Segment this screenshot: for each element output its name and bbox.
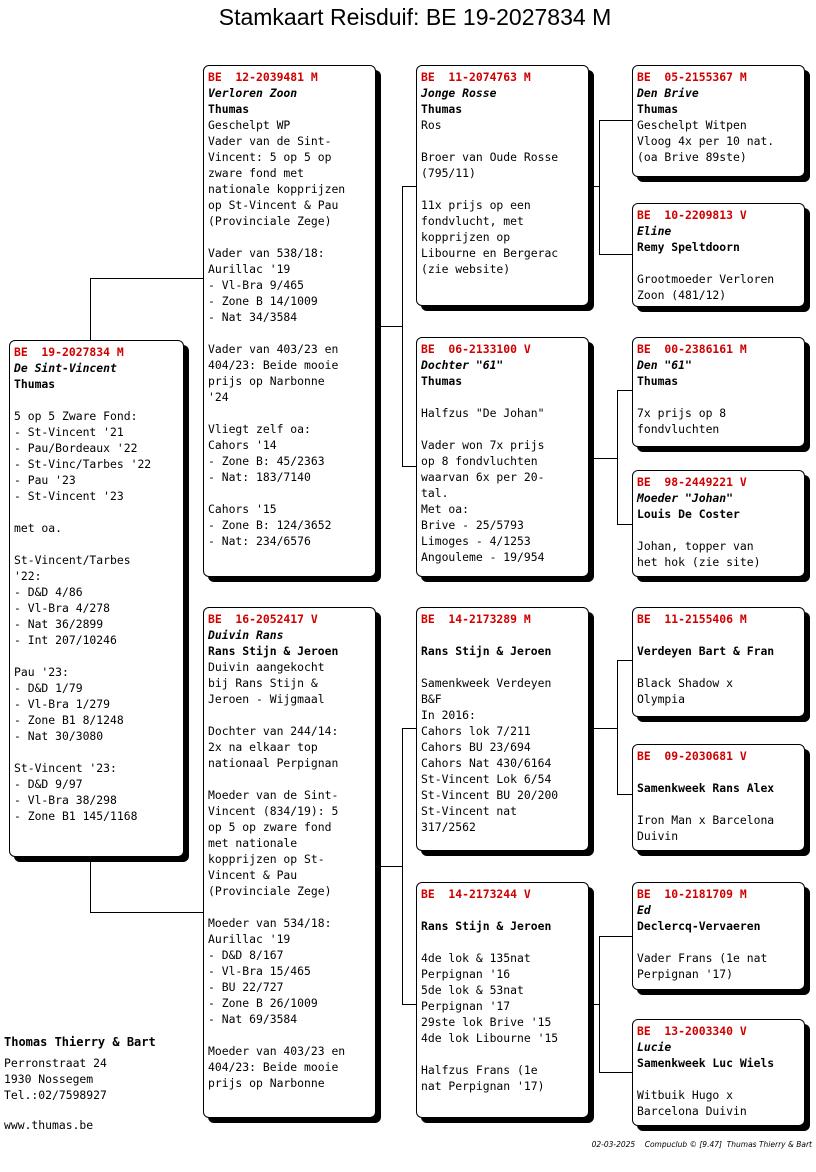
breeder-website[interactable]: www.thumas.be [4, 1118, 94, 1132]
pigeon-owner: Thumas [421, 102, 463, 116]
ring-number: BE 11-2155406 M [637, 612, 747, 626]
pigeon-card-mmf [632, 882, 805, 990]
pigeon-owner: Verdeyen Bart & Fran [637, 644, 775, 658]
connector-line [617, 390, 618, 524]
connector-line [402, 1004, 416, 1005]
pigeon-owner: Thumas [14, 377, 56, 391]
connector-line [599, 120, 600, 254]
pigeon-name: Den "61" [637, 358, 692, 372]
connector-line [617, 660, 632, 661]
pigeon-owner: Declercq-Vervaeren [637, 919, 761, 933]
pigeon-owner: Remy Speltdoorn [637, 240, 740, 254]
connector-line [599, 120, 632, 121]
pigeon-card-fm [416, 337, 589, 577]
pigeon-name [637, 764, 800, 780]
connector-line [402, 728, 403, 1004]
breeder-street: Perronstraat 24 [4, 1056, 107, 1070]
pigeon-description: Iron Man x Barcelona Duivin [637, 813, 775, 843]
pigeon-owner: Thumas [637, 102, 679, 116]
ring-number: BE 05-2155367 M [637, 70, 747, 84]
connector-line [617, 390, 632, 391]
connector-line [90, 278, 203, 279]
pigeon-owner: Thumas [208, 102, 250, 116]
breeder-phone: Tel.:02/7598927 [4, 1088, 107, 1102]
pigeon-description: 7x prijs op 8 fondvluchten [637, 406, 727, 436]
connector-line [402, 186, 416, 187]
pigeon-name: Den Brive [637, 86, 699, 100]
ring-number: BE 19-2027834 M [14, 345, 124, 359]
breeder-name: Thomas Thierry & Bart [4, 1035, 156, 1049]
pigeon-card-fmf [632, 337, 805, 447]
pigeon-card-ffm [632, 203, 805, 307]
ring-number: BE 11-2074763 M [421, 70, 531, 84]
pigeon-description: Ros Broer van Oude Rosse (795/11) 11x prijs op een fondvlucht, met kopprijzen op Libourne en Bergerac (zie website) [421, 118, 559, 276]
pigeon-card-mf [416, 607, 589, 851]
pigeon-owner: Rans Stijn & Jeroen [421, 644, 552, 658]
ring-number: BE 06-2133100 V [421, 342, 531, 356]
pigeon-description: Vader Frans (1e nat Perpignan '17) [637, 951, 768, 981]
connector-line [599, 1072, 632, 1073]
pigeon-owner: Thumas [637, 374, 679, 388]
ring-number: BE 14-2173244 V [421, 887, 531, 901]
ring-number: BE 00-2386161 M [637, 342, 747, 356]
ring-number: BE 13-2003340 V [637, 1024, 747, 1038]
ring-number: BE 12-2039481 M [208, 70, 318, 84]
pigeon-description: 4de lok & 135nat Perpignan '16 5de lok & 53nat Perpignan '17 29ste lok Brive '15 4de lok Libourne '15 Halfzus Frans (1e nat Perpignan '17) [421, 951, 559, 1093]
connector-line [402, 728, 416, 729]
ring-number: BE 98-2449221 V [637, 475, 747, 489]
pigeon-name: Moeder "Johan" [637, 491, 734, 505]
pigeon-card-mfm [632, 744, 805, 851]
page-title: Stamkaart Reisduif: BE 19-2027834 M [218, 4, 612, 30]
connector-line [599, 936, 632, 937]
pigeon-card-ff [416, 65, 589, 306]
pigeon-card-father [203, 65, 376, 577]
connector-line [90, 857, 91, 912]
connector-line [589, 1004, 599, 1005]
pigeon-card-fff [632, 65, 805, 177]
pigeon-description: Witbuik Hugo x Barcelona Duivin [637, 1088, 747, 1118]
footer-credit: 02-03-2025 Compuclub © [9.47] Thumas Thierry & Bart [591, 1140, 812, 1149]
pigeon-name: Jonge Rosse [421, 86, 497, 100]
pigeon-name: Dochter "61" [421, 358, 504, 372]
pigeon-name: De Sint-Vincent [14, 361, 117, 375]
pigeon-description: Halfzus "De Johan" Vader won 7x prijs op 8 fondvluchten waarvan 6x per 20- tal. Met oa: Brive - 25/5793 Limoges - 4/1253 Angouleme - 19/954 [421, 406, 545, 564]
pigeon-name: Lucie [637, 1040, 672, 1054]
pigeon-card-fmm [632, 470, 805, 577]
pigeon-name: Verloren Zoon [208, 86, 298, 100]
ring-number: BE 14-2173289 M [421, 612, 531, 626]
connector-line [617, 524, 632, 525]
pigeon-name: Eline [637, 224, 672, 238]
connector-line [589, 728, 617, 729]
connector-line [617, 794, 632, 795]
pigeon-card-mff [632, 607, 805, 717]
connector-line [90, 912, 203, 913]
pigeon-owner: Rans Stijn & Jeroen [421, 919, 552, 933]
pigeon-name: Ed [637, 903, 651, 917]
pigeon-name: Duivin Rans [208, 628, 284, 642]
pigeon-card-mm [416, 882, 589, 1118]
pigeon-card-subject [9, 340, 184, 857]
pigeon-description: Black Shadow x Olympia [637, 676, 734, 706]
pigeon-owner: Samenkweek Rans Alex [637, 781, 775, 795]
breeder-info [4, 1034, 156, 1133]
pigeon-description: Grootmoeder Verloren Zoon (481/12) [637, 272, 775, 302]
breeder-city: 1930 Nossegem [4, 1072, 94, 1086]
pigeon-name [421, 902, 584, 918]
connector-line [376, 326, 402, 327]
connector-line [599, 254, 632, 255]
pigeon-owner: Thumas [421, 374, 463, 388]
connector-line [402, 466, 416, 467]
pigeon-description: Geschelpt Witpen Vloog 4x per 10 nat. (oa Brive 89ste) [637, 118, 775, 164]
connector-line [589, 458, 617, 459]
ring-number: BE 09-2030681 V [637, 749, 747, 763]
ring-number: BE 16-2052417 V [208, 612, 318, 626]
connector-line [376, 866, 402, 867]
connector-line [589, 186, 599, 187]
pigeon-description: Duivin aangekocht bij Rans Stijn & Jeroen - Wijgmaal Dochter van 244/14: 2x na elkaar top nationaal Perpignan Moeder van de Sint- Vincent (834/19): 5 op 5 op zware fond met nationale kopprijzen op St- Vincent & Pau (Provinciale Zege) Moeder van 534/18: Aurillac '19 - D&D 8/167 - Vl-Bra 15/465 - BU 22/727 - Zone B 26/1009 - Nat 69/3584 Moeder van 403/23 en 404/23: Beide mooie prijs op Narbonne [208, 660, 346, 1090]
pigeon-owner: Rans Stijn & Jeroen [208, 644, 339, 658]
connector-line [90, 278, 91, 340]
pigeon-description: Samenkweek Verdeyen B&F In 2016: Cahors lok 7/211 Cahors BU 23/694 Cahors Nat 430/6164 St-Vincent Lok 6/54 St-Vincent BU 20/200 St-Vincent nat 317/2562 [421, 676, 559, 834]
connector-line [599, 936, 600, 1072]
pigeon-card-mmm [632, 1019, 805, 1126]
pigeon-description: Johan, topper van het hok (zie site) [637, 539, 761, 569]
ring-number: BE 10-2209813 V [637, 208, 747, 222]
pigeon-name [637, 627, 800, 643]
pigeon-card-mother [203, 607, 376, 1118]
ring-number: BE 10-2181709 M [637, 887, 747, 901]
connector-line [402, 186, 403, 466]
connector-line [617, 660, 618, 794]
pigeon-name [421, 627, 584, 643]
pigeon-owner: Samenkweek Luc Wiels [637, 1056, 775, 1070]
pigeon-description: 5 op 5 Zware Fond: - St-Vincent '21 - Pau/Bordeaux '22 - St-Vinc/Tarbes '22 - Pau '23 - St-Vincent '23 met oa. St-Vincent/Tarbes '22: - D&D 4/86 - Vl-Bra 4/278 - Nat 36/2899 - Int 207/10246 Pau '23: - D&D 1/79 - Vl-Bra 1/279 - Zone B1 8/1248 - Nat 30/3080 St-Vincent '23: - D&D 9/97 - Vl-Bra 38/298 - Zone B1 145/1168 [14, 409, 152, 823]
pigeon-owner: Louis De Coster [637, 507, 740, 521]
pigeon-description: Geschelpt WP Vader van de Sint- Vincent: 5 op 5 op zware fond met nationale kopprijzen op St-Vincent & Pau (Provinciale Zege) Vader van 538/18: Aurillac '19 - Vl-Bra 9/465 - Zone B 14/1009 - Nat 34/3584 Vader van 403/23 en 404/23: Beide mooie prijs op Narbonne '24 Vliegt zelf oa: Cahors '14 - Zone B: 45/2363 - Nat: 183/7140 Cahors '15 - Zone B: 124/3652 - Nat: 234/6576 [208, 118, 346, 548]
